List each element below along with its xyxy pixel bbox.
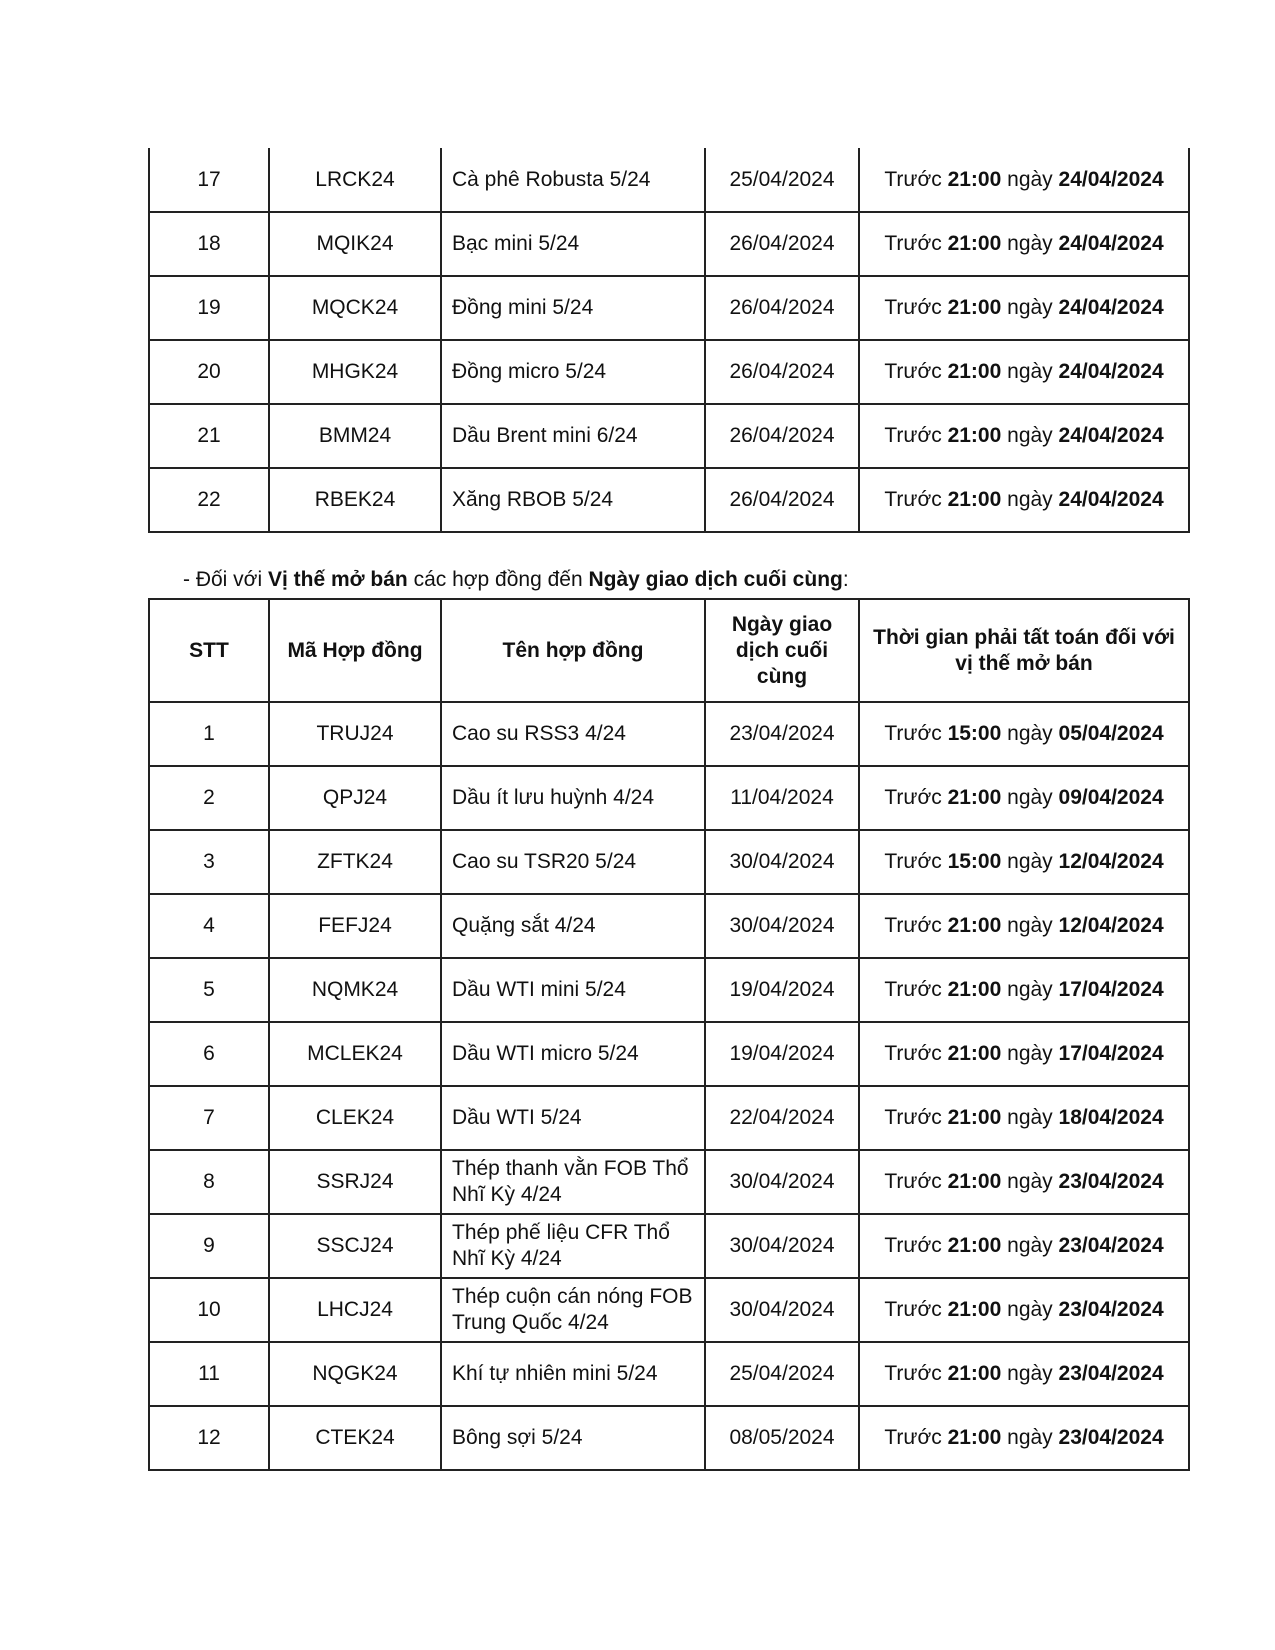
deadline-prefix: Trước — [884, 1362, 942, 1385]
cell-contract-code: TRUJ24 — [269, 702, 441, 766]
cell-settlement-deadline — [859, 830, 1189, 894]
deadline-date: 23/04/2024 — [1058, 1234, 1164, 1257]
table-row — [149, 830, 1189, 894]
cell-stt: 17 — [149, 148, 269, 212]
header-last-trading-date: Ngày giao dịch cuối cùng — [705, 599, 859, 702]
deadline-word: ngày — [1007, 167, 1053, 191]
deadline-time: 21:00 — [947, 1234, 1002, 1257]
deadline-time: 21:00 — [947, 786, 1002, 809]
deadline-date: 12/04/2024 — [1058, 914, 1164, 937]
cell-contract-code: NQMK24 — [269, 958, 441, 1022]
cell-settlement-deadline — [859, 404, 1189, 468]
table-row — [149, 1214, 1189, 1278]
cell-last-trading-date: 08/05/2024 — [705, 1406, 859, 1470]
cell-settlement-deadline — [859, 212, 1189, 276]
cell-last-trading-date: 11/04/2024 — [705, 766, 859, 830]
deadline-date: 24/04/2024 — [1058, 360, 1164, 383]
deadline-time: 21:00 — [947, 1170, 1002, 1193]
deadline-time: 21:00 — [947, 1426, 1002, 1449]
deadline-date: 17/04/2024 — [1058, 978, 1164, 1001]
deadline-prefix: Trước — [884, 1234, 942, 1257]
cell-contract-code: MQCK24 — [269, 276, 441, 340]
deadline-prefix: Trước — [884, 296, 942, 319]
cell-stt: 5 — [149, 958, 269, 1022]
deadline-word: ngày — [1007, 1106, 1053, 1129]
deadline-time: 21:00 — [947, 232, 1002, 255]
deadline-prefix: Trước — [884, 850, 942, 873]
cell-contract-name: Quặng sắt 4/24 — [441, 894, 705, 958]
cell-contract-code: MHGK24 — [269, 340, 441, 404]
table-row — [149, 404, 1189, 468]
cell-contract-name: Cà phê Robusta 5/24 — [441, 148, 705, 212]
short-position-contracts-table — [148, 598, 1190, 1471]
cell-last-trading-date: 25/04/2024 — [705, 148, 859, 212]
header-settlement-deadline: Thời gian phải tất toán đối với vị thế mở bán — [859, 599, 1189, 702]
cell-settlement-deadline — [859, 958, 1189, 1022]
contracts-table-continued — [148, 148, 1190, 533]
cell-contract-code: ZFTK24 — [269, 830, 441, 894]
cell-contract-name: Thép cuộn cán nóng FOB Trung Quốc 4/24 — [441, 1278, 705, 1342]
cell-contract-code: RBEK24 — [269, 468, 441, 532]
deadline-word: ngày — [1007, 424, 1053, 447]
cell-contract-name: Cao su RSS3 4/24 — [441, 702, 705, 766]
cell-contract-name: Thép thanh vằn FOB Thổ Nhĩ Kỳ 4/24 — [441, 1150, 705, 1214]
cell-contract-name: Đồng micro 5/24 — [441, 340, 705, 404]
table-header-row — [149, 599, 1189, 702]
deadline-time: 21:00 — [947, 488, 1002, 511]
deadline-word: ngày — [1007, 722, 1053, 745]
cell-last-trading-date: 30/04/2024 — [705, 1278, 859, 1342]
table-row — [149, 1086, 1189, 1150]
table-row — [149, 212, 1189, 276]
cell-contract-name: Đồng mini 5/24 — [441, 276, 705, 340]
deadline-prefix: Trước — [884, 424, 942, 447]
deadline-word: ngày — [1007, 296, 1053, 319]
table-row — [149, 340, 1189, 404]
deadline-time: 15:00 — [947, 722, 1002, 745]
deadline-word: ngày — [1007, 786, 1053, 809]
deadline-prefix: Trước — [884, 786, 942, 809]
deadline-time: 15:00 — [947, 850, 1002, 873]
cell-contract-code: SSCJ24 — [269, 1214, 441, 1278]
header-contract-code: Mã Hợp đồng — [269, 599, 441, 702]
cell-last-trading-date: 30/04/2024 — [705, 830, 859, 894]
deadline-word: ngày — [1007, 1234, 1053, 1257]
cell-settlement-deadline — [859, 1278, 1189, 1342]
deadline-time: 21:00 — [947, 1106, 1002, 1129]
deadline-prefix: Trước — [884, 914, 942, 937]
cell-last-trading-date: 26/04/2024 — [705, 212, 859, 276]
cell-contract-code: BMM24 — [269, 404, 441, 468]
cell-settlement-deadline — [859, 340, 1189, 404]
cell-contract-name: Thép phế liệu CFR Thổ Nhĩ Kỳ 4/24 — [441, 1214, 705, 1278]
deadline-prefix: Trước — [884, 1170, 942, 1193]
cell-contract-code: LHCJ24 — [269, 1278, 441, 1342]
cell-last-trading-date: 19/04/2024 — [705, 958, 859, 1022]
table-row — [149, 148, 1189, 212]
deadline-prefix: Trước — [884, 488, 942, 511]
deadline-date: 17/04/2024 — [1058, 1042, 1164, 1065]
table-row — [149, 894, 1189, 958]
deadline-word: ngày — [1007, 1426, 1053, 1449]
deadline-prefix: Trước — [884, 1298, 942, 1321]
cell-contract-code: CLEK24 — [269, 1086, 441, 1150]
deadline-date: 12/04/2024 — [1058, 850, 1164, 873]
table-row — [149, 468, 1189, 532]
cell-contract-name: Khí tự nhiên mini 5/24 — [441, 1342, 705, 1406]
cell-settlement-deadline — [859, 766, 1189, 830]
deadline-word: ngày — [1007, 360, 1053, 383]
cell-settlement-deadline — [859, 1150, 1189, 1214]
cell-settlement-deadline — [859, 276, 1189, 340]
deadline-prefix: Trước — [884, 1106, 942, 1129]
table-row — [149, 1406, 1189, 1470]
deadline-prefix: Trước — [884, 722, 942, 745]
table-row — [149, 1278, 1189, 1342]
cell-stt: 9 — [149, 1214, 269, 1278]
cell-contract-name: Dầu Brent mini 6/24 — [441, 404, 705, 468]
cell-contract-name: Xăng RBOB 5/24 — [441, 468, 705, 532]
cell-contract-code: NQGK24 — [269, 1342, 441, 1406]
deadline-word: ngày — [1007, 1170, 1053, 1193]
cell-last-trading-date: 30/04/2024 — [705, 1150, 859, 1214]
deadline-time: 21:00 — [947, 1298, 1002, 1321]
cell-stt: 3 — [149, 830, 269, 894]
cell-stt: 19 — [149, 276, 269, 340]
table-row — [149, 702, 1189, 766]
cell-stt: 22 — [149, 468, 269, 532]
cell-settlement-deadline — [859, 894, 1189, 958]
deadline-word: ngày — [1007, 488, 1053, 511]
table-row — [149, 766, 1189, 830]
table-row — [149, 276, 1189, 340]
deadline-date: 09/04/2024 — [1058, 786, 1164, 809]
deadline-time: 21:00 — [947, 1042, 1002, 1065]
cell-contract-code: MCLEK24 — [269, 1022, 441, 1086]
cell-contract-code: SSRJ24 — [269, 1150, 441, 1214]
deadline-date: 24/04/2024 — [1058, 424, 1164, 447]
cell-last-trading-date: 26/04/2024 — [705, 468, 859, 532]
deadline-word: ngày — [1007, 1042, 1053, 1065]
deadline-date: 18/04/2024 — [1058, 1106, 1164, 1129]
deadline-prefix: Trước — [884, 978, 942, 1001]
deadline-date: 23/04/2024 — [1058, 1298, 1164, 1321]
cell-contract-code: FEFJ24 — [269, 894, 441, 958]
cell-stt: 12 — [149, 1406, 269, 1470]
cell-settlement-deadline — [859, 468, 1189, 532]
deadline-prefix: Trước — [884, 1426, 942, 1449]
deadline-time: 21:00 — [947, 360, 1002, 383]
deadline-word: ngày — [1007, 978, 1053, 1001]
cell-last-trading-date: 26/04/2024 — [705, 404, 859, 468]
header-contract-name: Tên hợp đồng — [441, 599, 705, 702]
table-row — [149, 958, 1189, 1022]
cell-stt: 4 — [149, 894, 269, 958]
cell-contract-name: Bạc mini 5/24 — [441, 212, 705, 276]
cell-stt: 8 — [149, 1150, 269, 1214]
deadline-time: 21:00 — [947, 978, 1002, 1001]
cell-last-trading-date: 30/04/2024 — [705, 1214, 859, 1278]
cell-stt: 7 — [149, 1086, 269, 1150]
cell-stt: 21 — [149, 404, 269, 468]
header-stt: STT — [149, 599, 269, 702]
cell-contract-name: Dầu ít lưu huỳnh 4/24 — [441, 766, 705, 830]
deadline-prefix: Trước — [884, 167, 942, 191]
cell-stt: 18 — [149, 212, 269, 276]
cell-settlement-deadline — [859, 1342, 1189, 1406]
short-position-note: - Đối với Vị thế mở bán các hợp đồng đến Ngày giao dịch cuối cùng: — [183, 568, 849, 591]
table-row — [149, 1150, 1189, 1214]
deadline-prefix: Trước — [884, 1042, 942, 1065]
cell-contract-code: LRCK24 — [269, 148, 441, 212]
cell-last-trading-date: 26/04/2024 — [705, 276, 859, 340]
deadline-word: ngày — [1007, 914, 1053, 937]
cell-last-trading-date: 22/04/2024 — [705, 1086, 859, 1150]
cell-settlement-deadline — [859, 1214, 1189, 1278]
cell-settlement-deadline — [859, 1406, 1189, 1470]
cell-stt: 6 — [149, 1022, 269, 1086]
cell-contract-code: MQIK24 — [269, 212, 441, 276]
deadline-word: ngày — [1007, 232, 1053, 255]
deadline-date: 23/04/2024 — [1058, 1362, 1164, 1385]
deadline-prefix: Trước — [884, 232, 942, 255]
deadline-word: ngày — [1007, 1362, 1053, 1385]
cell-contract-code: QPJ24 — [269, 766, 441, 830]
deadline-time: 21:00 — [947, 167, 1002, 191]
cell-contract-code: CTEK24 — [269, 1406, 441, 1470]
deadline-word: ngày — [1007, 1298, 1053, 1321]
deadline-date: 24/04/2024 — [1058, 167, 1164, 191]
deadline-date: 23/04/2024 — [1058, 1170, 1164, 1193]
cell-last-trading-date: 26/04/2024 — [705, 340, 859, 404]
deadline-date: 24/04/2024 — [1058, 488, 1164, 511]
table-row — [149, 1342, 1189, 1406]
deadline-time: 21:00 — [947, 296, 1002, 319]
deadline-word: ngày — [1007, 850, 1053, 873]
deadline-date: 05/04/2024 — [1058, 722, 1164, 745]
deadline-time: 21:00 — [947, 424, 1002, 447]
cell-contract-name: Cao su TSR20 5/24 — [441, 830, 705, 894]
deadline-date: 23/04/2024 — [1058, 1426, 1164, 1449]
cell-settlement-deadline — [859, 1086, 1189, 1150]
deadline-date: 24/04/2024 — [1058, 232, 1164, 255]
cell-last-trading-date: 25/04/2024 — [705, 1342, 859, 1406]
deadline-time: 21:00 — [947, 1362, 1002, 1385]
deadline-time: 21:00 — [947, 914, 1002, 937]
cell-settlement-deadline — [859, 702, 1189, 766]
cell-stt: 11 — [149, 1342, 269, 1406]
cell-contract-name: Dầu WTI 5/24 — [441, 1086, 705, 1150]
cell-last-trading-date: 23/04/2024 — [705, 702, 859, 766]
cell-contract-name: Dầu WTI mini 5/24 — [441, 958, 705, 1022]
cell-contract-name: Bông sợi 5/24 — [441, 1406, 705, 1470]
cell-stt: 20 — [149, 340, 269, 404]
cell-last-trading-date: 19/04/2024 — [705, 1022, 859, 1086]
cell-settlement-deadline — [859, 1022, 1189, 1086]
cell-last-trading-date: 30/04/2024 — [705, 894, 859, 958]
table-row — [149, 1022, 1189, 1086]
cell-stt: 10 — [149, 1278, 269, 1342]
cell-stt: 1 — [149, 702, 269, 766]
deadline-date: 24/04/2024 — [1058, 296, 1164, 319]
deadline-prefix: Trước — [884, 360, 942, 383]
cell-settlement-deadline — [859, 148, 1189, 212]
cell-stt: 2 — [149, 766, 269, 830]
cell-contract-name: Dầu WTI micro 5/24 — [441, 1022, 705, 1086]
